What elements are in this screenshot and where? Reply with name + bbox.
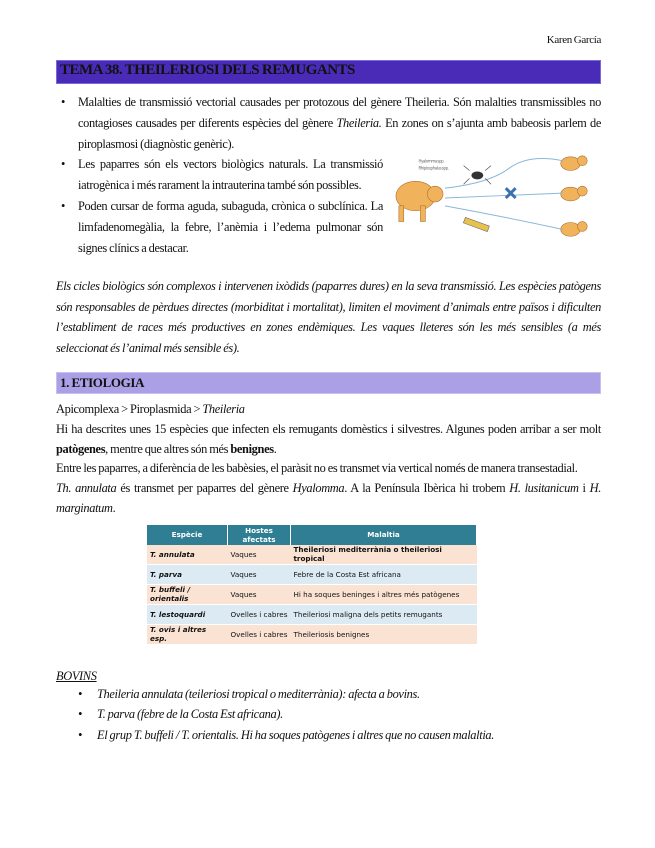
cell: T. buffeli / orientalis — [150, 585, 191, 604]
bullet-item — [61, 92, 601, 154]
cow-tick-illustration — [391, 148, 599, 246]
text: i — [578, 481, 590, 496]
bullet-icon: • — [78, 686, 82, 701]
text: . — [273, 441, 277, 456]
cell: Vaques — [228, 564, 291, 584]
cell: T. parva — [150, 569, 182, 579]
text: Apicomplexa > Piroplasmida > — [56, 402, 203, 416]
text: H. lusitanicum — [509, 481, 579, 496]
bullet-icon: • — [61, 198, 65, 213]
figure-label: Hyalomma spp. — [418, 159, 445, 165]
text: El grup T. buffeli / T. orientalis. Hi ha soques patògenes i altres que no causen malaltia. — [97, 727, 495, 742]
text: Theileria — [202, 402, 245, 416]
text: , mentre que altres són més — [105, 441, 231, 456]
text: Hyalomma — [292, 481, 345, 496]
cell: T. annulata — [150, 549, 195, 559]
text: benignes — [230, 441, 274, 456]
taxonomy-line — [56, 400, 601, 420]
text: Malalties de transmissió vectorial causades per protozous del gènere Theileria. Són malalties transmissibles no contagioses causades per diferents espècies del gènere — [78, 95, 601, 130]
table-header-row — [147, 525, 477, 545]
cell: Theileriosi mediterrània o theileriosi tropical — [293, 545, 442, 564]
text: Theileria. — [336, 115, 382, 130]
page-title: TEMA 38. THEILERIOSI DELS REMUGANTS — [60, 62, 355, 78]
paragraph: Entre les paparres, a diferència de les babèsies, el paràsit no es transmet via vertical només de manera transestadial. — [56, 461, 578, 476]
table-row — [147, 624, 477, 644]
bullets-with-figure — [56, 154, 601, 258]
cell: Vaques — [228, 545, 291, 565]
title-bar — [56, 60, 601, 84]
cell: Febre de la Costa Est africana — [291, 564, 477, 584]
cell: Ovelles i cabres — [228, 604, 291, 624]
text: H. marginatum — [56, 481, 601, 515]
bullet-icon: • — [78, 727, 82, 742]
cell: Theileriosis benignes — [291, 624, 477, 644]
cell: T. lestoquardi — [150, 609, 206, 619]
list-item — [78, 684, 601, 705]
table-row — [147, 545, 477, 565]
table-row — [147, 604, 477, 624]
text: Th. annulata — [56, 481, 117, 496]
text: Theileria annulata (teileriosi tropical o mediterrània): afecta a bovins. — [97, 686, 420, 701]
text: En zones on s’ajunta amb babeosis parlem de piroplasmosi (diagnòstic genèric). — [78, 115, 601, 151]
paragraph — [56, 479, 601, 519]
bullet-icon: • — [61, 157, 65, 172]
bovins-heading: BOVINS — [56, 668, 97, 683]
etiology-text — [56, 400, 601, 519]
paragraph — [56, 420, 601, 460]
bullet-item — [61, 196, 383, 258]
cell: T. ovis i altres esp. — [150, 625, 207, 644]
bullet-column — [56, 154, 383, 258]
column-header: Espècie — [147, 525, 228, 545]
cell: Hi ha soques beninges i altres més patògenes — [291, 584, 477, 604]
list-item — [78, 725, 601, 746]
species-table-container — [147, 525, 601, 645]
text: Les paparres són els vectors biològics naturals. La transmissió iatrogènica i més rarament la intrauterina també són possibles. — [78, 157, 383, 193]
bullet-icon: • — [78, 707, 82, 722]
figure-label: Rhipicephalus spp. — [418, 165, 449, 171]
table-row — [147, 564, 477, 584]
text: Poden cursar de forma aguda, subaguda, crònica o subclínica. La limfadenomegàlia, la febre, l’anèmia i l’edema pulmonar són signes clínics a destacar. — [78, 198, 383, 255]
header-author: Karen García — [546, 34, 601, 46]
text: Hi ha descrites unes 15 espècies que infecten els remugants domèstics i silvestres. Algunes poden arribar a ser molt — [56, 421, 601, 436]
section-heading: 1. ETIOLOGIA — [60, 375, 145, 390]
list-item — [78, 704, 601, 725]
bullet-item — [61, 154, 383, 196]
cell: Ovelles i cabres — [228, 624, 291, 644]
text: patògenes — [56, 441, 106, 456]
text: T. parva (febre de la Costa Est africana). — [97, 707, 283, 722]
species-table — [147, 525, 477, 645]
intro-paragraph: Els cicles biològics són complexos i intervenen ixòdids (paparres dures) en la seva transmissió. Les espècies patògens són responsables de pèrdues directes (morbiditat i mortalitat), limiten el moviment d’animals entre països i dificulten l’establiment de races més productives en zones endèmiques. Les vaques lleteres són les més sensibles (a més seleccionat és l’animal més sensible és). — [56, 279, 601, 355]
column-header: Malaltia — [291, 525, 477, 545]
text: . A la Península Ibèrica hi trobem — [344, 481, 510, 496]
text: és transmet per paparres del gènere — [116, 481, 293, 496]
text: . — [112, 500, 116, 515]
bullet-icon: • — [61, 95, 65, 109]
cell: Vaques — [228, 584, 291, 604]
transmission-figure — [391, 148, 599, 250]
table-row — [147, 584, 477, 604]
cell: Theileriosi maligna dels petits remugants — [291, 604, 477, 624]
column-header: Hostes afectats — [228, 525, 291, 545]
section-heading-bar — [56, 372, 601, 394]
